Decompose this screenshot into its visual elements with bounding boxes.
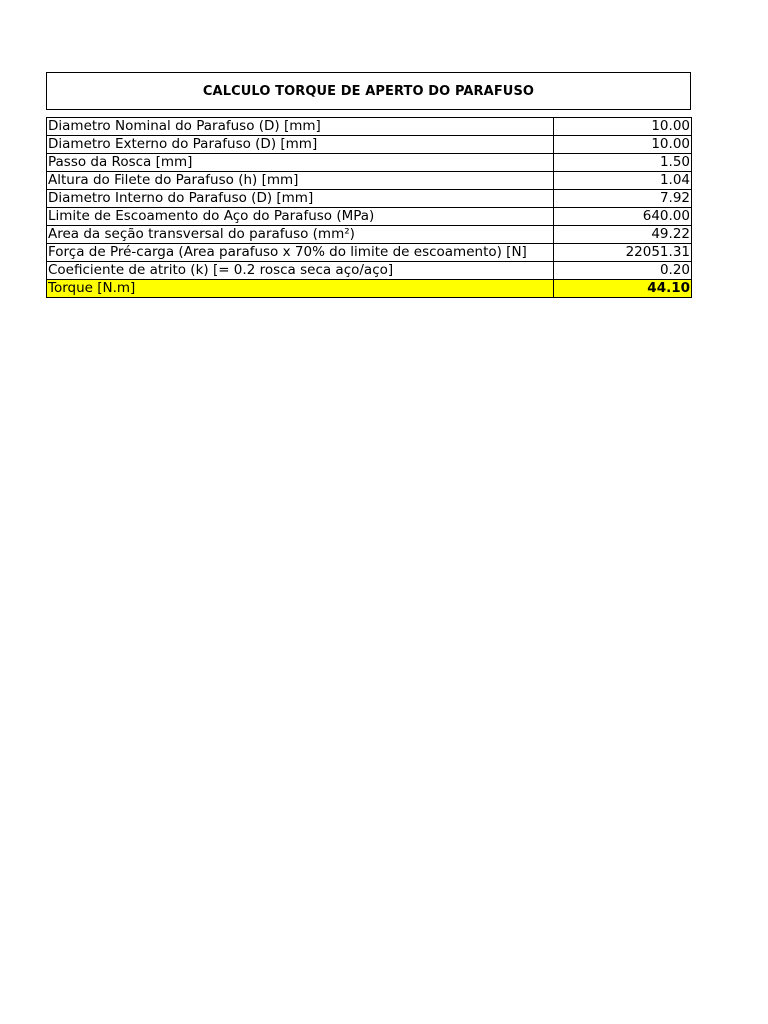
table-row xyxy=(47,208,692,226)
row-label-torque[interactable]: Torque [N.m] xyxy=(47,280,554,298)
row-value-nominal-diameter[interactable]: 10.00 xyxy=(554,118,692,136)
row-label-yield-strength[interactable]: Limite de Escoamento do Aço do Parafuso (MPa) xyxy=(47,208,554,226)
row-value-yield-strength[interactable]: 640.00 xyxy=(554,208,692,226)
row-label-preload-force[interactable]: Força de Pré-carga (Area parafuso x 70% do limite de escoamento) [N] xyxy=(47,244,554,262)
row-value-friction-coefficient[interactable]: 0.20 xyxy=(554,262,692,280)
table-row xyxy=(47,136,692,154)
row-value-thread-pitch[interactable]: 1.50 xyxy=(554,154,692,172)
table-row xyxy=(47,172,692,190)
row-label-external-diameter[interactable]: Diametro Externo do Parafuso (D) [mm] xyxy=(47,136,554,154)
result-row xyxy=(47,280,692,298)
row-label-cross-section-area[interactable]: Area da seção transversal do parafuso (mm²) xyxy=(47,226,554,244)
table-row xyxy=(47,244,692,262)
row-value-cross-section-area[interactable]: 49.22 xyxy=(554,226,692,244)
table-row xyxy=(47,262,692,280)
table-row xyxy=(47,226,692,244)
table-row xyxy=(47,118,692,136)
row-value-thread-height[interactable]: 1.04 xyxy=(554,172,692,190)
calculation-table xyxy=(46,117,692,298)
row-label-thread-pitch[interactable]: Passo da Rosca [mm] xyxy=(47,154,554,172)
table-row xyxy=(47,190,692,208)
row-label-nominal-diameter[interactable]: Diametro Nominal do Parafuso (D) [mm] xyxy=(47,118,554,136)
row-value-torque[interactable]: 44.10 xyxy=(554,280,692,298)
sheet-title-text: CALCULO TORQUE DE APERTO DO PARAFUSO xyxy=(202,83,535,99)
table-row xyxy=(47,154,692,172)
row-value-external-diameter[interactable]: 10.00 xyxy=(554,136,692,154)
row-label-friction-coefficient[interactable]: Coeficiente de atrito (k) [= 0.2 rosca seca aço/aço] xyxy=(47,262,554,280)
row-label-thread-height[interactable]: Altura do Filete do Parafuso (h) [mm] xyxy=(47,172,554,190)
sheet-title xyxy=(46,72,691,110)
row-value-internal-diameter[interactable]: 7.92 xyxy=(554,190,692,208)
row-label-internal-diameter[interactable]: Diametro Interno do Parafuso (D) [mm] xyxy=(47,190,554,208)
row-value-preload-force[interactable]: 22051.31 xyxy=(554,244,692,262)
